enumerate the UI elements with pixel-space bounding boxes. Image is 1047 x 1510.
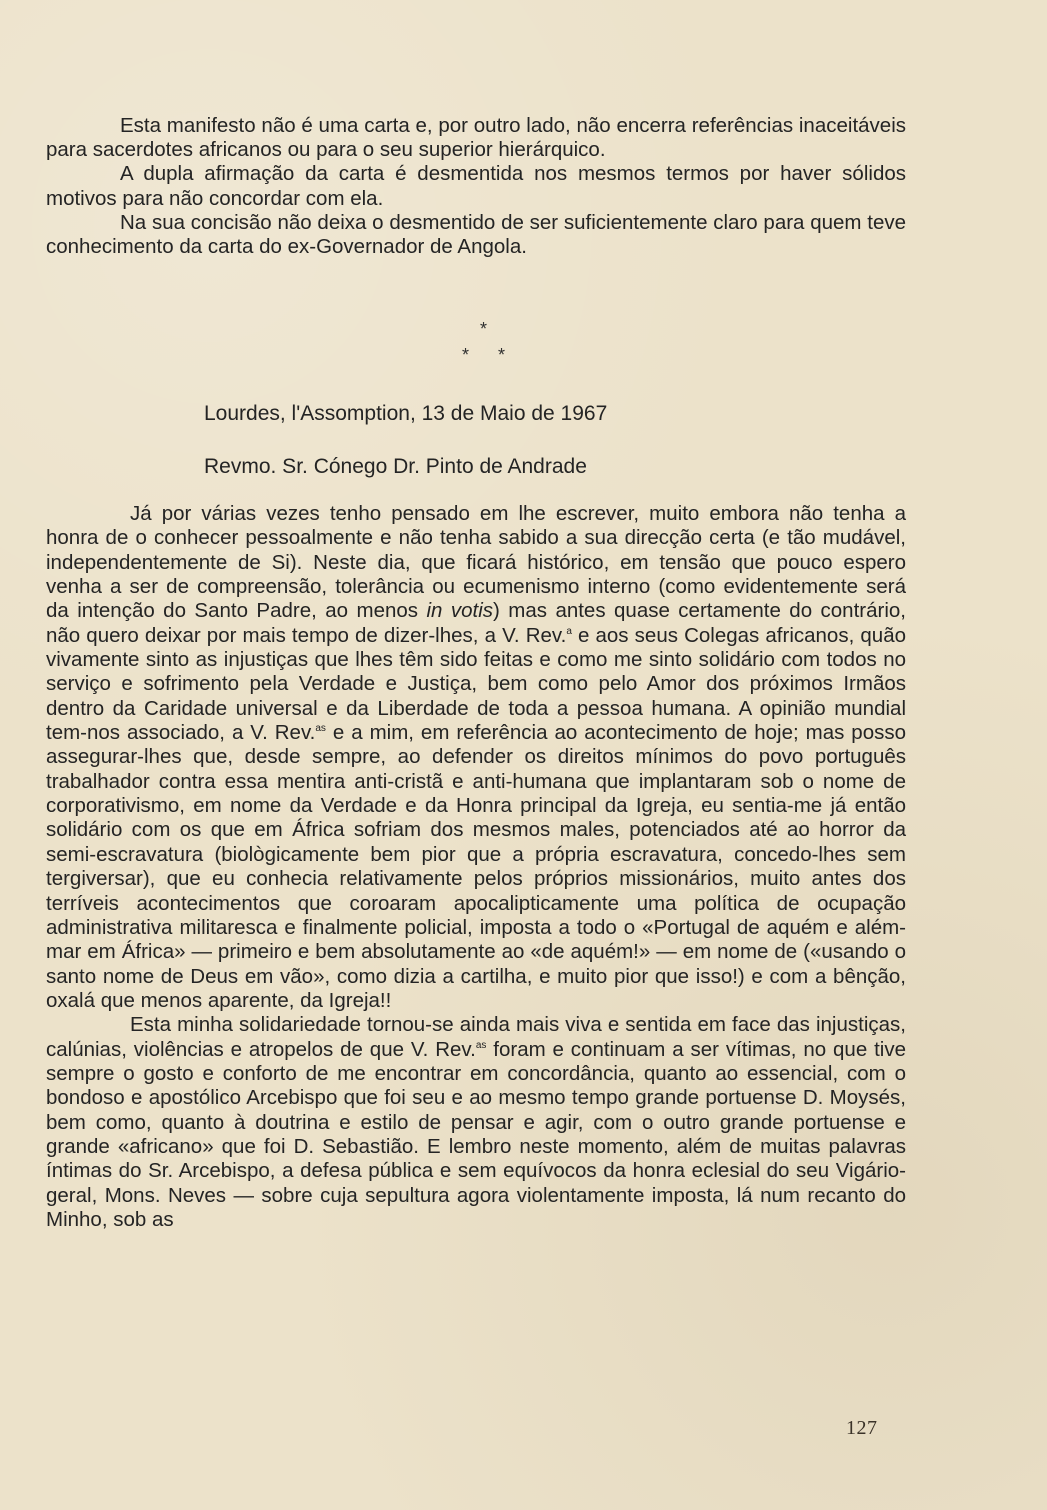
letter-place-date: Lourdes, l'Assomption, 13 de Maio de 1967 xyxy=(204,402,608,425)
letter-p1-superscript-2: as xyxy=(315,723,326,735)
separator-star-left: * xyxy=(462,345,470,365)
letter-p1-text-c: e aos seus Colegas africanos, quão vivamente sinto as injustiças que lhes têm sido feitas e como me sinto solidário com todos no serviço e sofrimento pela Verdade e Justiça, bem como pelo Amor dos próximos Irmãos dentro da Caridade universal e da Liberdade de toda a pessoa humana. A opinião mundial tem-nos associado, a V. Rev. xyxy=(46,623,906,745)
letter-p1-superscript-1: a xyxy=(566,625,572,637)
intro-paragraph-3: Na sua concisão não deixa o desmentido de ser suficientemente claro para quem teve conhecimento da carta do ex-Governador de Angola. xyxy=(46,210,906,259)
letter-salutation: Revmo. Sr. Cónego Dr. Pinto de Andrade xyxy=(204,455,587,478)
letter-p2-superscript-1: as xyxy=(475,1039,487,1051)
intro-section xyxy=(46,114,906,259)
page-number: 127 xyxy=(846,1417,878,1439)
letter-p2-text-a: Esta minha solidariedade tornou-se ainda mais viva e sentida em face das injustiças, calúnias, violências e atropelos de que V. Rev. xyxy=(46,1013,906,1061)
letter-paragraph-2 xyxy=(46,1013,906,1232)
letter-p2-text-b: foram e continuam a ser vítimas, no que tive sempre o gosto e conforto de me encontrar em concordância, quanto ao essencial, com o bondoso e apostólico Arcebispo que foi seu e ao mesmo tempo grande portuense D. Moysés, bem como, quanto à doutrina e estilo de pensar e agir, com o outro grande portuense e grande «africano» que foi D. Sebastião. E lembro neste momento, além de muitas palavras íntimas do Sr. Arcebispo, a defesa pública e sem equívocos da honra eclesial do seu Vigário-geral, Mons. Neves — sobre cuja sepultura agora violentamente imposta, lá num recanto do Minho, sob as xyxy=(46,1037,906,1231)
separator-star-right: * xyxy=(498,345,506,365)
intro-paragraph-1: Esta manifesto não é uma carta e, por outro lado, não encerra referências inaceitáveis para sacerdotes africanos ou para o seu superior hierárquico. xyxy=(46,114,906,162)
intro-paragraph-2: A dupla afirmação da carta é desmentida nos mesmos termos por haver sólidos motivos para não concordar com ela. xyxy=(46,162,906,210)
separator-star-top: * xyxy=(480,319,488,339)
letter-p1-text-d: e a mim, em referência ao acontecimento de hoje; mas posso assegurar-lhes que, desde sempre, ao defender os direitos mínimos do povo português trabalhador contra essa mentira anti-cristã e anti-humana que implantaram sob o nome de corporativismo, em nome da Verdade e da Honra principal da Igreja, eu sentia-me já então solidário com os que em África sofriam dos mesmos males, potenciados até ao horror da semi-escravatura (biològicamente bem pior que a própria escravatura, concedo-lhes sem tergiversar), que eu conhecia relativamente pelos próprios missionários, muito antes dos terríveis acontecimentos que coroaram apocalipticamente uma política de ocupação administrativa militaresca e finalmente policial, imposta a todo o «Portugal de aquém e além-mar em África» — primeiro e bem absolutamente ao «de aquém!» — em nome de («usando o santo nome de Deus em vão», como dizia a cartilha, e muito pior que isso!) e com a bênção, oxalá que menos aparente, da Igreja!! xyxy=(46,721,907,1012)
letter-p1-italic-phrase: in votis xyxy=(426,599,494,623)
letter-p1-text-b: ) mas antes quase certamente do contrário, não quero deixar por mais tempo de dizer-lhes, a V. Rev. xyxy=(46,599,906,647)
letter-body xyxy=(46,502,906,1232)
section-separator xyxy=(455,320,515,368)
letter-paragraph-1 xyxy=(46,502,906,1013)
letter-p1-text-a: Já por várias vezes tenho pensado em lhe escrever, muito embora não tenha a honra de o conhecer pessoalmente e não tenha sabido a sua direcção certa (e tão mudável, independentemente de Si). Neste dia, que ficará histórico, em tensão que pouco espero venha a ser de compreensão, tolerância ou ecumenismo interno (como evidentemente será da intenção do Santo Padre, ao menos xyxy=(46,502,906,623)
